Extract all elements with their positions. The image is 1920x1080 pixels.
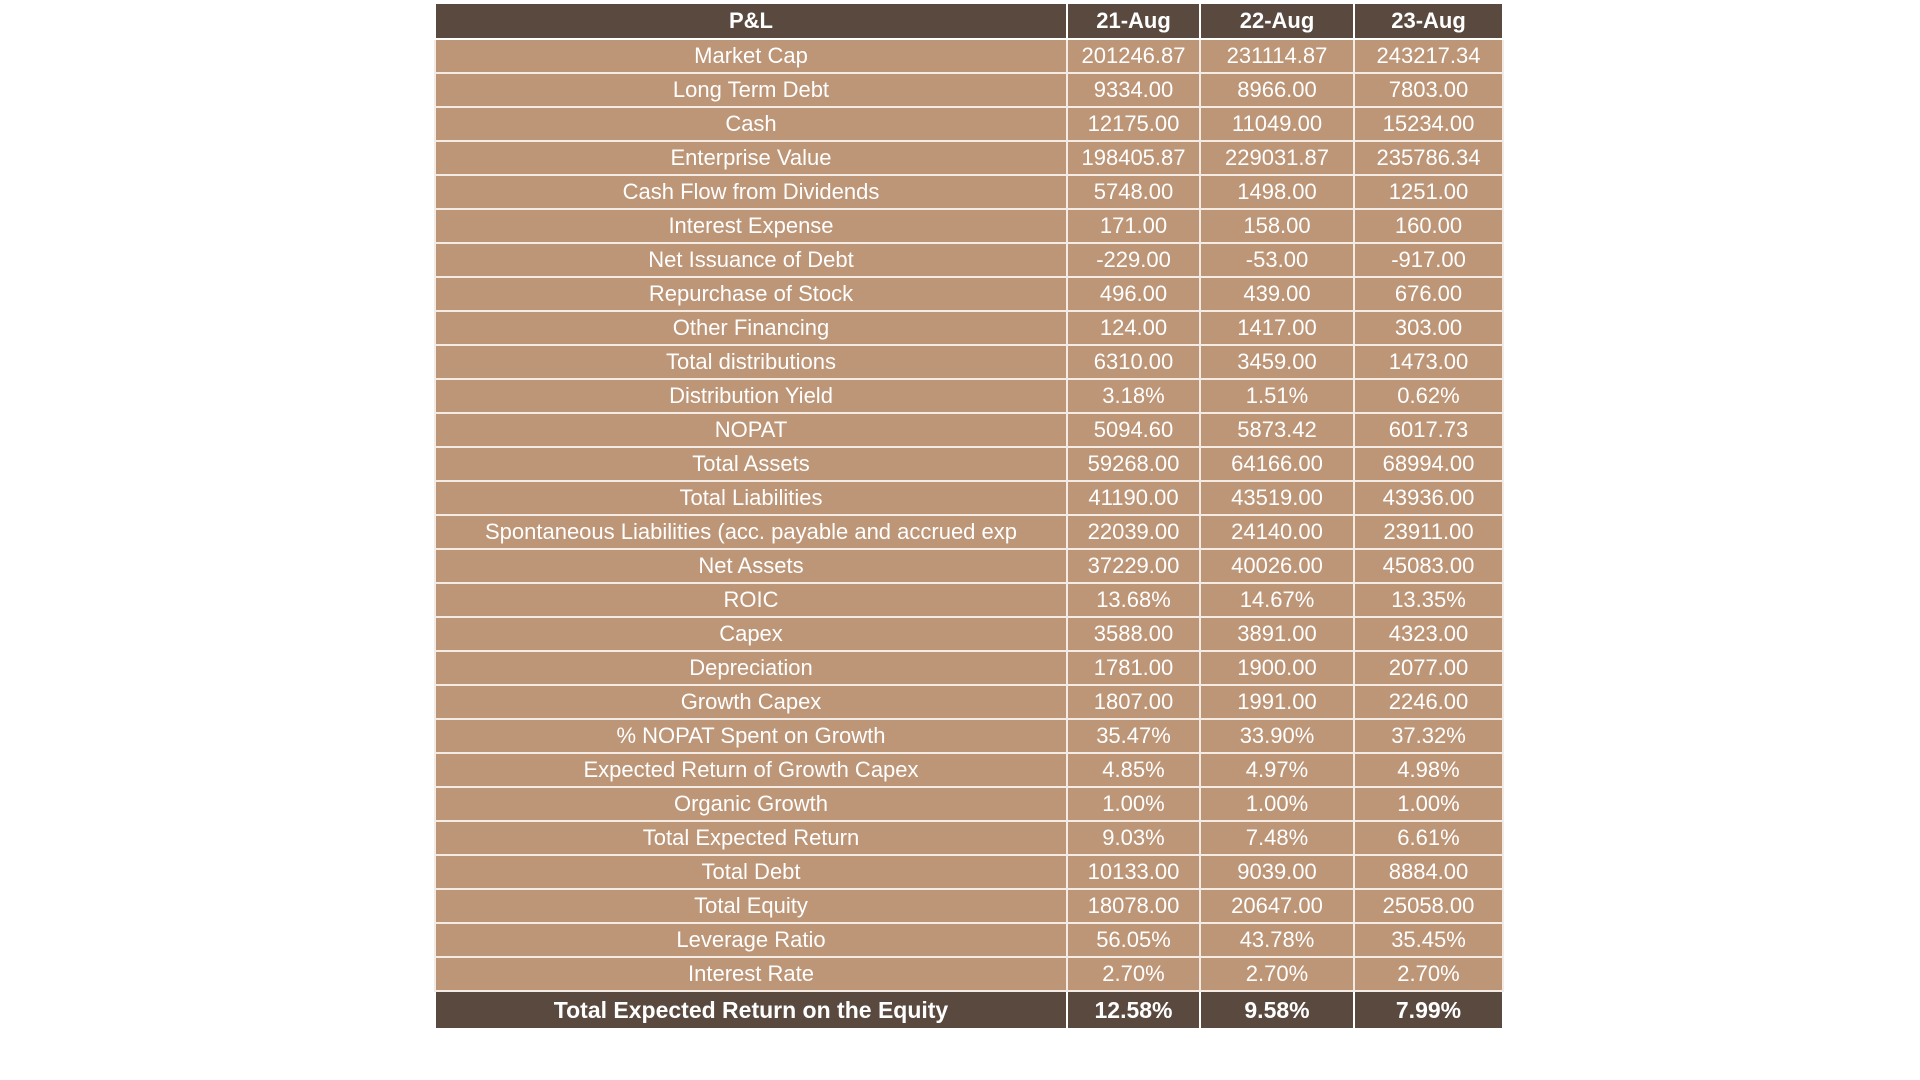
cell-23-aug: 2077.00 bbox=[1354, 651, 1503, 685]
cell-23-aug: 676.00 bbox=[1354, 277, 1503, 311]
row-label: Organic Growth bbox=[435, 787, 1067, 821]
cell-22-aug: 439.00 bbox=[1200, 277, 1354, 311]
cell-21-aug: 41190.00 bbox=[1067, 481, 1200, 515]
cell-21-aug: 37229.00 bbox=[1067, 549, 1200, 583]
cell-21-aug: 198405.87 bbox=[1067, 141, 1200, 175]
cell-22-aug: 1.51% bbox=[1200, 379, 1354, 413]
total-value-21-aug: 12.58% bbox=[1067, 991, 1200, 1029]
cell-22-aug: 1991.00 bbox=[1200, 685, 1354, 719]
cell-23-aug: 303.00 bbox=[1354, 311, 1503, 345]
cell-23-aug: 4323.00 bbox=[1354, 617, 1503, 651]
table-row bbox=[435, 209, 1503, 243]
table-row bbox=[435, 923, 1503, 957]
row-label: Total distributions bbox=[435, 345, 1067, 379]
cell-23-aug: 2246.00 bbox=[1354, 685, 1503, 719]
cell-22-aug: 33.90% bbox=[1200, 719, 1354, 753]
total-row bbox=[435, 991, 1503, 1029]
cell-21-aug: 2.70% bbox=[1067, 957, 1200, 991]
cell-23-aug: 8884.00 bbox=[1354, 855, 1503, 889]
cell-21-aug: 12175.00 bbox=[1067, 107, 1200, 141]
table-row bbox=[435, 855, 1503, 889]
total-label: Total Expected Return on the Equity bbox=[435, 991, 1067, 1029]
cell-21-aug: 4.85% bbox=[1067, 753, 1200, 787]
table-row bbox=[435, 787, 1503, 821]
table-row bbox=[435, 481, 1503, 515]
table-row bbox=[435, 39, 1503, 73]
cell-23-aug: 43936.00 bbox=[1354, 481, 1503, 515]
header-cell-22-aug: 22-Aug bbox=[1200, 3, 1354, 39]
cell-22-aug: 64166.00 bbox=[1200, 447, 1354, 481]
row-label: Cash bbox=[435, 107, 1067, 141]
table-row bbox=[435, 685, 1503, 719]
table-row bbox=[435, 549, 1503, 583]
row-label: Distribution Yield bbox=[435, 379, 1067, 413]
row-label: Net Issuance of Debt bbox=[435, 243, 1067, 277]
total-value-23-aug: 7.99% bbox=[1354, 991, 1503, 1029]
cell-21-aug: 22039.00 bbox=[1067, 515, 1200, 549]
cell-23-aug: 4.98% bbox=[1354, 753, 1503, 787]
pl-table bbox=[434, 2, 1504, 1030]
row-label: Total Expected Return bbox=[435, 821, 1067, 855]
cell-22-aug: 5873.42 bbox=[1200, 413, 1354, 447]
row-label: Depreciation bbox=[435, 651, 1067, 685]
cell-23-aug: 6017.73 bbox=[1354, 413, 1503, 447]
row-label: Capex bbox=[435, 617, 1067, 651]
cell-22-aug: 14.67% bbox=[1200, 583, 1354, 617]
table-row bbox=[435, 821, 1503, 855]
row-label: Spontaneous Liabilities (acc. payable and accrued exp bbox=[435, 515, 1067, 549]
cell-21-aug: 1.00% bbox=[1067, 787, 1200, 821]
cell-22-aug: 8966.00 bbox=[1200, 73, 1354, 107]
cell-22-aug: 1900.00 bbox=[1200, 651, 1354, 685]
row-label: Interest Rate bbox=[435, 957, 1067, 991]
table-footer bbox=[435, 991, 1503, 1029]
cell-22-aug: 3891.00 bbox=[1200, 617, 1354, 651]
cell-22-aug: 158.00 bbox=[1200, 209, 1354, 243]
cell-21-aug: 9.03% bbox=[1067, 821, 1200, 855]
cell-21-aug: 496.00 bbox=[1067, 277, 1200, 311]
row-label: Growth Capex bbox=[435, 685, 1067, 719]
cell-23-aug: 45083.00 bbox=[1354, 549, 1503, 583]
cell-21-aug: 3.18% bbox=[1067, 379, 1200, 413]
table-row bbox=[435, 889, 1503, 923]
cell-23-aug: 35.45% bbox=[1354, 923, 1503, 957]
cell-21-aug: 1807.00 bbox=[1067, 685, 1200, 719]
header-cell-23-aug: 23-Aug bbox=[1354, 3, 1503, 39]
row-label: Total Liabilities bbox=[435, 481, 1067, 515]
table-row bbox=[435, 515, 1503, 549]
cell-22-aug: -53.00 bbox=[1200, 243, 1354, 277]
cell-21-aug: 171.00 bbox=[1067, 209, 1200, 243]
cell-21-aug: 13.68% bbox=[1067, 583, 1200, 617]
row-label: Repurchase of Stock bbox=[435, 277, 1067, 311]
row-label: Net Assets bbox=[435, 549, 1067, 583]
cell-21-aug: 6310.00 bbox=[1067, 345, 1200, 379]
cell-23-aug: 235786.34 bbox=[1354, 141, 1503, 175]
cell-22-aug: 40026.00 bbox=[1200, 549, 1354, 583]
row-label: Other Financing bbox=[435, 311, 1067, 345]
cell-22-aug: 11049.00 bbox=[1200, 107, 1354, 141]
cell-23-aug: 25058.00 bbox=[1354, 889, 1503, 923]
cell-23-aug: 1473.00 bbox=[1354, 345, 1503, 379]
table-row bbox=[435, 73, 1503, 107]
table-row bbox=[435, 107, 1503, 141]
cell-23-aug: -917.00 bbox=[1354, 243, 1503, 277]
table-row bbox=[435, 651, 1503, 685]
cell-21-aug: 5748.00 bbox=[1067, 175, 1200, 209]
row-label: NOPAT bbox=[435, 413, 1067, 447]
table-row bbox=[435, 243, 1503, 277]
cell-23-aug: 23911.00 bbox=[1354, 515, 1503, 549]
cell-21-aug: 59268.00 bbox=[1067, 447, 1200, 481]
cell-23-aug: 2.70% bbox=[1354, 957, 1503, 991]
cell-23-aug: 68994.00 bbox=[1354, 447, 1503, 481]
cell-23-aug: 243217.34 bbox=[1354, 39, 1503, 73]
table-row bbox=[435, 719, 1503, 753]
cell-21-aug: 56.05% bbox=[1067, 923, 1200, 957]
cell-21-aug: 9334.00 bbox=[1067, 73, 1200, 107]
row-label: Expected Return of Growth Capex bbox=[435, 753, 1067, 787]
cell-23-aug: 1.00% bbox=[1354, 787, 1503, 821]
cell-22-aug: 229031.87 bbox=[1200, 141, 1354, 175]
cell-23-aug: 0.62% bbox=[1354, 379, 1503, 413]
cell-22-aug: 1498.00 bbox=[1200, 175, 1354, 209]
cell-23-aug: 6.61% bbox=[1354, 821, 1503, 855]
cell-23-aug: 160.00 bbox=[1354, 209, 1503, 243]
cell-22-aug: 231114.87 bbox=[1200, 39, 1354, 73]
table-row bbox=[435, 379, 1503, 413]
table-row bbox=[435, 753, 1503, 787]
cell-21-aug: 1781.00 bbox=[1067, 651, 1200, 685]
row-label: Total Debt bbox=[435, 855, 1067, 889]
header-cell-21-aug: 21-Aug bbox=[1067, 3, 1200, 39]
cell-22-aug: 4.97% bbox=[1200, 753, 1354, 787]
cell-22-aug: 1.00% bbox=[1200, 787, 1354, 821]
table-header bbox=[435, 3, 1503, 39]
cell-22-aug: 24140.00 bbox=[1200, 515, 1354, 549]
cell-22-aug: 3459.00 bbox=[1200, 345, 1354, 379]
cell-23-aug: 15234.00 bbox=[1354, 107, 1503, 141]
cell-22-aug: 9039.00 bbox=[1200, 855, 1354, 889]
cell-21-aug: 10133.00 bbox=[1067, 855, 1200, 889]
cell-23-aug: 37.32% bbox=[1354, 719, 1503, 753]
cell-21-aug: 3588.00 bbox=[1067, 617, 1200, 651]
header-row bbox=[435, 3, 1503, 39]
row-label: % NOPAT Spent on Growth bbox=[435, 719, 1067, 753]
row-label: Total Assets bbox=[435, 447, 1067, 481]
cell-22-aug: 2.70% bbox=[1200, 957, 1354, 991]
cell-21-aug: -229.00 bbox=[1067, 243, 1200, 277]
row-label: Enterprise Value bbox=[435, 141, 1067, 175]
cell-21-aug: 18078.00 bbox=[1067, 889, 1200, 923]
row-label: Market Cap bbox=[435, 39, 1067, 73]
cell-21-aug: 5094.60 bbox=[1067, 413, 1200, 447]
table-row bbox=[435, 447, 1503, 481]
cell-22-aug: 43519.00 bbox=[1200, 481, 1354, 515]
table-row bbox=[435, 141, 1503, 175]
header-cell-label: P&L bbox=[435, 3, 1067, 39]
table-row bbox=[435, 583, 1503, 617]
cell-23-aug: 13.35% bbox=[1354, 583, 1503, 617]
table-row bbox=[435, 617, 1503, 651]
total-value-22-aug: 9.58% bbox=[1200, 991, 1354, 1029]
table-row bbox=[435, 413, 1503, 447]
row-label: ROIC bbox=[435, 583, 1067, 617]
table-row bbox=[435, 345, 1503, 379]
cell-22-aug: 7.48% bbox=[1200, 821, 1354, 855]
row-label: Long Term Debt bbox=[435, 73, 1067, 107]
cell-23-aug: 7803.00 bbox=[1354, 73, 1503, 107]
cell-21-aug: 201246.87 bbox=[1067, 39, 1200, 73]
cell-21-aug: 124.00 bbox=[1067, 311, 1200, 345]
row-label: Interest Expense bbox=[435, 209, 1067, 243]
table-row bbox=[435, 277, 1503, 311]
row-label: Leverage Ratio bbox=[435, 923, 1067, 957]
row-label: Cash Flow from Dividends bbox=[435, 175, 1067, 209]
cell-22-aug: 43.78% bbox=[1200, 923, 1354, 957]
row-label: Total Equity bbox=[435, 889, 1067, 923]
table-row bbox=[435, 175, 1503, 209]
table-row bbox=[435, 311, 1503, 345]
cell-22-aug: 20647.00 bbox=[1200, 889, 1354, 923]
table-body bbox=[435, 39, 1503, 991]
cell-23-aug: 1251.00 bbox=[1354, 175, 1503, 209]
cell-22-aug: 1417.00 bbox=[1200, 311, 1354, 345]
cell-21-aug: 35.47% bbox=[1067, 719, 1200, 753]
table-row bbox=[435, 957, 1503, 991]
